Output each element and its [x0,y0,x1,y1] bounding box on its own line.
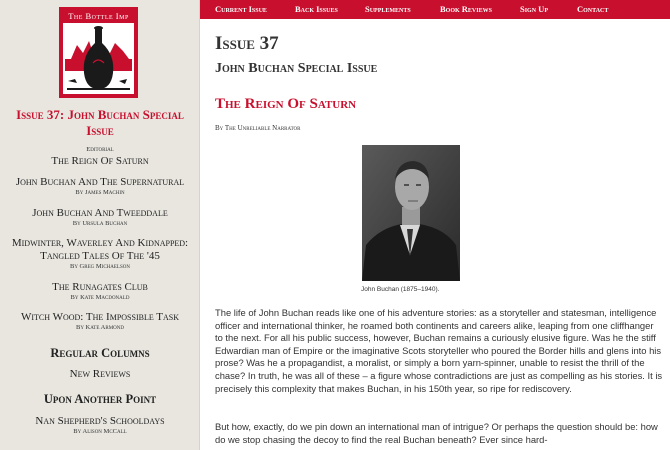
regular-columns-heading: Regular Columns [50,346,150,360]
bottle-icon [63,23,134,94]
sidebar-item-title-line2: Tangled Tales Of The '45 [40,250,160,262]
article-paragraph: The life of John Buchan reads like one of his adventure stories: as a storyteller and statesman, intelligence officer and international thinker, he roamed both continents and careers alike, leaping from one cliffhanger to the next. For all his public success, however, Buchan remains a curiously elusive figure. Was he the stiff Edwardian man of Empire or the imaginative Scots storyteller who poured the Border hills and glens into his prose? Was he a propagandist, a moralist, or simply a born yarn-spinner, unable to resist the thrill of the chase? In truth, he was all of these – a figure whose contradictions are just as compelling as his stories. It is precisely this complexity that makes Buchan, in his 150th year, so ripe for rediscovery. [215,307,663,394]
sidebar [0,0,200,450]
sidebar-item-schooldays[interactable] [0,415,200,436]
sidebar-item-title: Nan Shepherd's Schooldays [35,415,165,427]
editorial-label: Editorial [86,146,114,153]
nav-current-issue[interactable]: Current Issue [215,4,267,14]
issue-subtitle: John Buchan Special Issue [215,61,378,76]
john-buchan-portrait [362,145,460,281]
sidebar-item-title: John Buchan And The Supernatural [15,176,185,188]
sidebar-item-author: By Kate Macdonald [70,294,130,301]
sidebar-issue-heading-line2: Issue [86,123,114,138]
logo-title: The Bottle Imp [68,11,129,21]
sidebar-item-title: John Buchan And Tweeddale [32,207,168,219]
image-caption: John Buchan (1875–1940). [361,286,440,293]
sidebar-item-witch-wood[interactable] [0,311,200,332]
sidebar-item-midwinter[interactable] [0,237,200,271]
sidebar-item-author: By Ursula Buchan [72,220,128,227]
sidebar-item-tweeddale[interactable] [0,207,200,228]
portrait-image [362,145,460,281]
article-byline: By The Unreliable Narrator [215,124,301,132]
sidebar-issue-heading[interactable] [0,107,200,139]
top-nav [200,0,670,19]
nav-sign-up[interactable]: Sign Up [520,4,548,14]
upon-another-point-heading: Upon Another Point [43,392,157,406]
bottle-imp-logo[interactable] [59,7,138,98]
article-paragraph: But how, exactly, do we pin down an international man of intrigue? Or perhaps the question should be: how do we stop chasing the decoy to find the real Buchan beneath? Ever since hard- [215,421,658,445]
sidebar-item-supernatural[interactable] [0,176,200,197]
sidebar-item-author: By James Machin [75,189,125,196]
sidebar-item-author: By Greg Michaelson [69,263,130,270]
sidebar-item-title: Witch Wood: The Impossible Task [20,311,179,323]
article-title: The Reign Of Saturn [215,96,357,112]
nav-contact[interactable]: Contact [577,4,609,14]
nav-book-reviews[interactable]: Book Reviews [440,4,492,14]
sidebar-item-runagates[interactable] [0,281,200,302]
nav-back-issues[interactable]: Back Issues [295,4,338,14]
logo-illustration [63,23,134,94]
sidebar-issue-heading-line1: Issue 37: John Buchan Special [16,107,184,122]
sidebar-item-reign-of-saturn[interactable]: The Reign Of Saturn [51,155,149,167]
main-content [200,19,670,450]
issue-title: Issue 37 [215,33,279,54]
sidebar-item-author: By Kate Armond [75,324,124,331]
sidebar-item-new-reviews[interactable]: New Reviews [69,368,131,380]
nav-supplements[interactable]: Supplements [365,4,411,14]
sidebar-item-title: The Runagates Club [52,281,148,293]
sidebar-item-title-line1: Midwinter, Waverley And Kidnapped: [11,237,189,249]
sidebar-item-author: By Alison McCall [73,428,127,435]
